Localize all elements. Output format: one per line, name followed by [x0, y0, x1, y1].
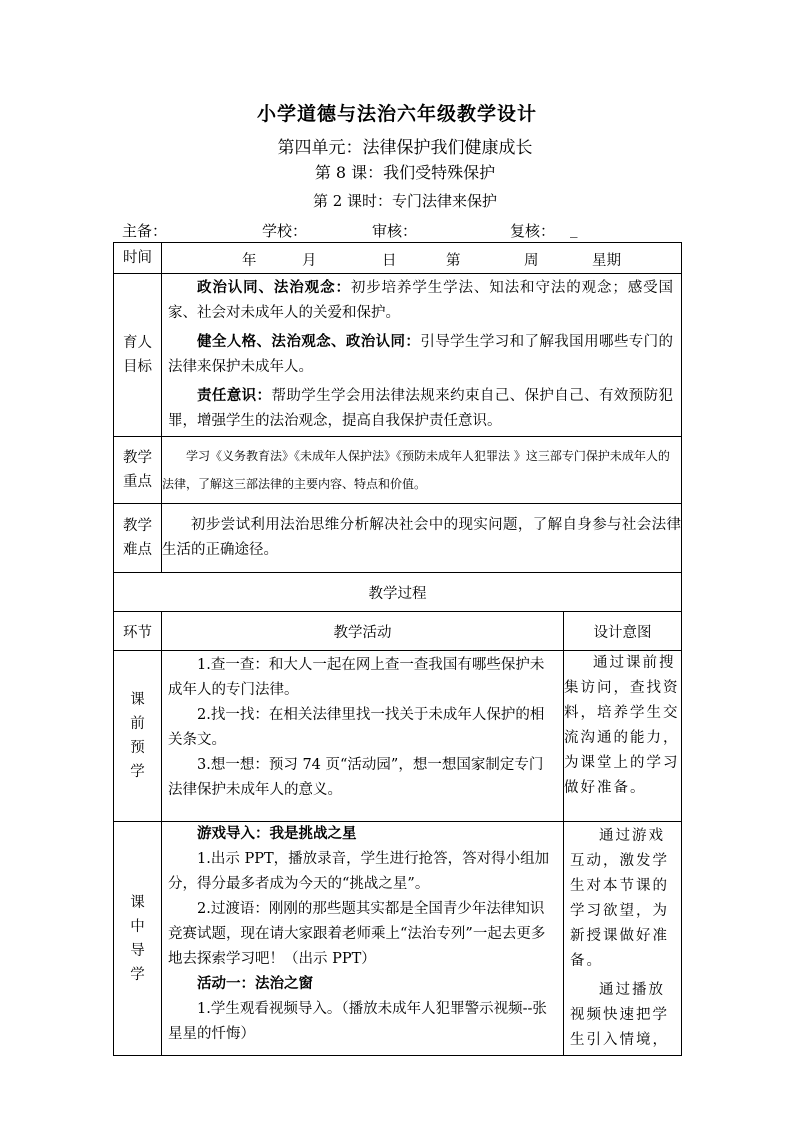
preview-activities [162, 651, 564, 822]
checker-label: 复核： [510, 222, 556, 240]
preview-stage-label: 课 前 预 学 [114, 651, 162, 822]
weekday-label: 星期 [592, 253, 621, 269]
document-title: 小学道德与法治六年级教学设计 [256, 103, 537, 125]
lesson-subtitle: 第 8 课：我们受特殊保护 [314, 163, 496, 182]
guide-item: 2.过渡语：刚刚的那些题其实都是全国青少年法律知识竞赛试题，现在请大家跟着老师乘上“法治专列”一起去更多地去探索学习吧！（出示 PPT） [168, 901, 546, 967]
week-label: 周 [524, 253, 539, 269]
goals-content [162, 274, 682, 437]
checker-value: _ [570, 220, 578, 238]
guide-intent-text: 通过游戏互动，激发学生对本节课的学习欲望，为新授课做好准备。 [570, 828, 669, 969]
preview-row [114, 651, 682, 822]
guide-stage-label: 课 中 导 学 [114, 822, 162, 1056]
preview-intent: 通过课前搜集访问，查找资料，培养学生交流沟通的能力，为课堂上的学习做好准备。 [564, 651, 682, 822]
guide-heading: 游戏导入：我是挑战之星 [197, 826, 357, 842]
preview-item: 1.查一查：和大人一起在网上查一查我国有哪些保护未成年人的专门法律。 [168, 657, 545, 698]
unit-subtitle: 第四单元：法律保护我们健康成长 [277, 138, 533, 158]
guide-intent [564, 822, 682, 1056]
difficulties-row [114, 504, 682, 573]
key-points-label: 教学 重点 [114, 437, 162, 504]
process-title-row [114, 573, 682, 612]
process-title: 教学过程 [114, 573, 682, 612]
period-subtitle: 第 2 课时：专门法律来保护 [312, 192, 498, 210]
guide-row [114, 822, 682, 1056]
preview-item: 3.想一想：预习 74 页“活动园”，想一想国家制定专门法律保护未成年人的意义。 [168, 757, 544, 798]
lesson-plan-table [113, 242, 682, 1056]
guide-activities [162, 822, 564, 1056]
month-label: 月 [302, 253, 317, 269]
reviewer-label: 审核： [372, 222, 418, 240]
year-label: 年 [242, 253, 257, 269]
process-header-row [114, 612, 682, 651]
school-label: 学校： [262, 222, 308, 240]
time-fields [162, 243, 682, 274]
key-points-row [114, 437, 682, 504]
lead-label: 主备： [122, 222, 168, 240]
guide-item: 1.学生观看视频导入。（播放未成年人犯罪警示视频--张星星的忏悔） [168, 1001, 547, 1042]
activity-column-header: 教学活动 [162, 612, 564, 651]
goals-row [114, 274, 682, 437]
goal-item: 政治认同、法治观念：初步培养学生学法、知法和守法的观念；感受国家、社会对未成年人的关爱和保护。 [168, 280, 674, 321]
stage-column-header: 环节 [114, 612, 162, 651]
day-label: 日 [382, 253, 397, 269]
guide-heading: 活动一：法治之窗 [197, 976, 313, 992]
intent-column-header: 设计意图 [564, 612, 682, 651]
difficulties-text: 初步尝试利用法治思维分析解决社会中的现实问题，了解自身参与社会法律生活的正确途径。 [162, 504, 682, 573]
time-row [114, 243, 682, 274]
guide-intent-text: 通过播放视频快速把学生引入情境， [570, 982, 669, 1048]
goal-item: 责任意识：帮助学生学会用法律法规来约束自己、保护自己、有效预防犯罪，增强学生的法治观念，提高自我保护责任意识。 [168, 388, 673, 429]
time-label: 时间 [114, 243, 162, 274]
key-points-text: 学习《义务教育法》《未成年人保护法》《预防未成年人犯罪法 》这三部专门保护未成年人的法律，了解这三部法律的主要内容、特点和价值。 [162, 437, 682, 504]
preview-item: 2.找一找：在相关法律里找一找关于未成年人保护的相关条文。 [168, 707, 545, 748]
difficulties-label: 教学 难点 [114, 504, 162, 573]
goal-item: 健全人格、法治观念、政治认同：引导学生学习和了解我国用哪些专门的法律来保护未成年人。 [168, 334, 674, 375]
goals-label: 育人 目标 [114, 274, 162, 437]
week-prefix-label: 第 [446, 253, 461, 269]
guide-item: 1.出示 PPT，播放录音，学生进行抢答，答对得小组加分，得分最多者成为今天的“挑战之星”。 [168, 851, 550, 892]
